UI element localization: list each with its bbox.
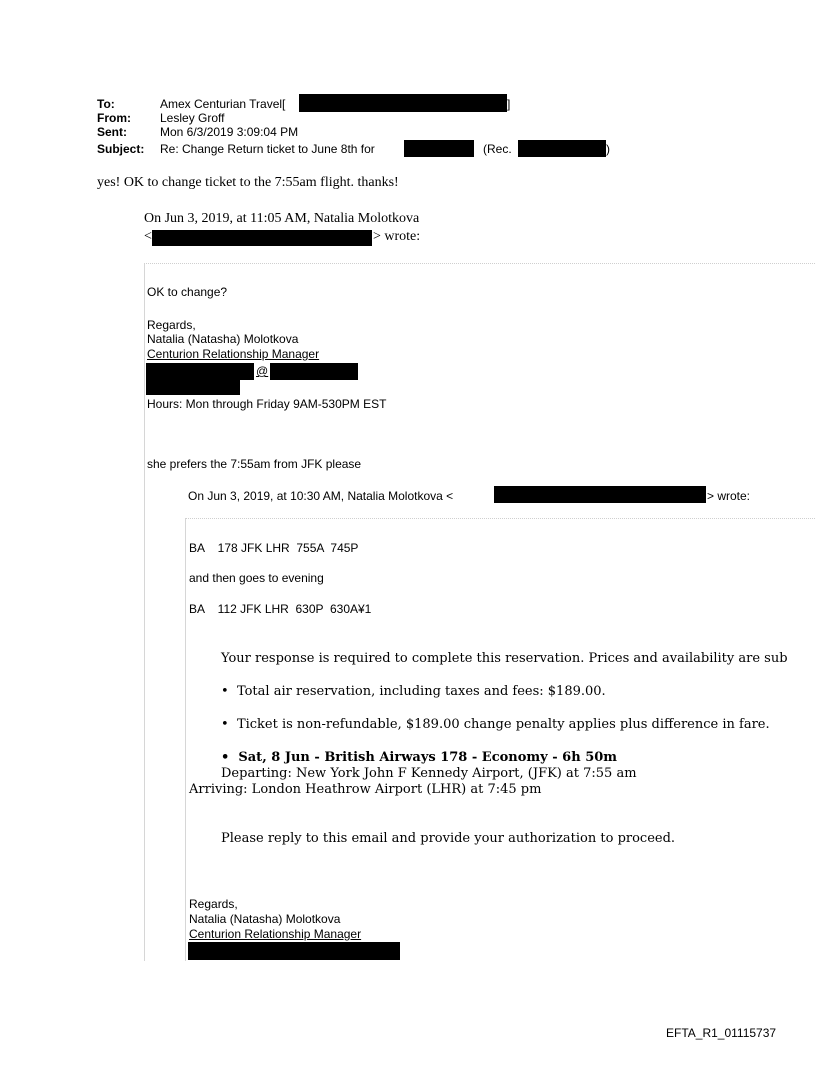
subject-value: Re: Change Return ticket to June 8th for xyxy=(160,142,375,156)
bullet-1 xyxy=(221,684,606,699)
bullet-2 xyxy=(221,717,770,732)
redaction-quote1-email-domain xyxy=(270,363,358,380)
redaction-quote2-signature xyxy=(188,942,400,960)
quote1-intro-line1: On Jun 3, 2019, at 11:05 AM, Natalia Molotkova xyxy=(144,211,420,226)
bullet-dot: • xyxy=(221,717,237,732)
to-close: ] xyxy=(507,97,511,111)
document-id: EFTA_R1_01115737 xyxy=(666,1026,777,1040)
bullet-3-text: Sat, 8 Jun - British Airways 178 - Economy - 6h 50m xyxy=(238,750,618,765)
quote1-title: Centurion Relationship Manager xyxy=(147,347,320,361)
bullet-dot: • xyxy=(221,750,239,765)
to-label: To: xyxy=(97,97,115,111)
quote1-at: @ xyxy=(256,364,269,378)
reply-body: yes! OK to change ticket to the 7:55am flight. thanks! xyxy=(97,175,399,190)
quote1-question: OK to change? xyxy=(147,285,228,299)
redaction-subject-rec xyxy=(518,140,606,157)
redaction-quote1-email-user xyxy=(146,363,254,380)
redaction-subject-name xyxy=(404,140,474,157)
quote2-title: Centurion Relationship Manager xyxy=(189,927,362,941)
arriving-line: Arriving: London Heathrow Airport (LHR) at 7:45 pm xyxy=(189,782,542,797)
quote2-intro-close: > wrote: xyxy=(707,489,751,503)
bullet-1-text: Total air reservation, including taxes and fees: $189.00. xyxy=(236,684,606,699)
quote1-hours: Hours: Mon through Friday 9AM-530PM EST xyxy=(147,397,387,411)
response-required-text: Your response is required to complete this reservation. Prices and availability are sub xyxy=(221,651,788,666)
please-reply-text: Please reply to this email and provide your authorization to proceed. xyxy=(221,831,676,846)
flight-line-2: BA 112 JFK LHR 630P 630A¥1 xyxy=(189,602,372,616)
from-label: From: xyxy=(97,111,131,125)
flight-line-1: BA 178 JFK LHR 755A 745P xyxy=(189,541,359,555)
redaction-quote1-phone xyxy=(146,380,240,395)
bullet-2-text: Ticket is non-refundable, $189.00 change penalty applies plus difference in fare. xyxy=(236,717,770,732)
from-value: Lesley Groff xyxy=(160,111,225,125)
subject-close: ) xyxy=(606,142,610,156)
bullet-dot: • xyxy=(221,684,237,699)
subject-label: Subject: xyxy=(97,142,145,156)
to-value: Amex Centurian Travel[ xyxy=(160,97,286,111)
quote2-then: and then goes to evening xyxy=(189,571,324,585)
quote1-regards: Regards, xyxy=(147,318,196,332)
sent-label: Sent: xyxy=(97,125,127,139)
quote1-intro-close: > wrote: xyxy=(373,229,421,244)
quote2-intro: On Jun 3, 2019, at 10:30 AM, Natalia Molotkova < xyxy=(188,489,454,503)
redaction-to xyxy=(299,94,507,112)
quote1-name: Natalia (Natasha) Molotkova xyxy=(147,332,299,346)
quote2-name: Natalia (Natasha) Molotkova xyxy=(189,912,341,926)
departing-line: Departing: New York John F Kennedy Airport, (JFK) at 7:55 am xyxy=(221,766,637,781)
quote1-intro-open: < xyxy=(144,229,152,244)
redaction-quote2-email xyxy=(494,486,706,503)
sent-value: Mon 6/3/2019 3:09:04 PM xyxy=(160,125,299,139)
subject-rec: (Rec. xyxy=(483,142,512,156)
quote2-regards: Regards, xyxy=(189,897,238,911)
quote1-prefers: she prefers the 7:55am from JFK please xyxy=(147,457,362,471)
bullet-3 xyxy=(221,750,617,765)
redaction-quote1-email xyxy=(152,230,372,246)
